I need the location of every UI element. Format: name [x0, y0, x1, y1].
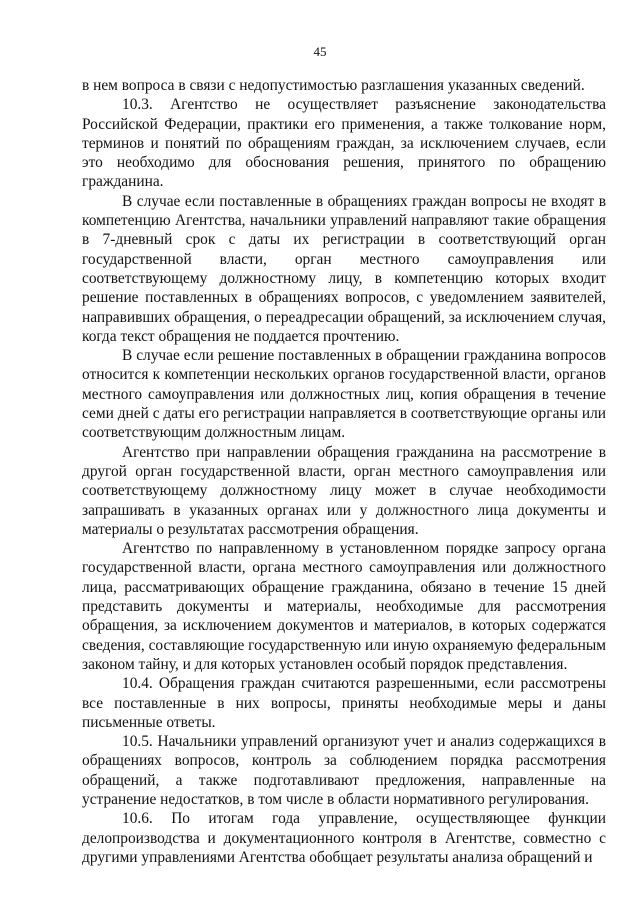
paragraph-request-documents: Агентство при направлении обращения гражданина на рассмотрение в другой орган государственной власти, орган местного самоуправления или соответствующему должностному лицу может в случае необходимости запрашивать в указанных органах или у должностного лица документы и материалы о результатах рассмотрения обращения. [82, 443, 606, 538]
paragraph-10-6: 10.6. По итогам года управление, осуществляющее функции делопроизводства и документационного контроля в Агентстве, совместно с другими управлениями Агентства обобщает результаты анализа обращений и [82, 810, 606, 866]
paragraph-provide-documents: Агентство по направленному в установленном порядке запросу органа государственной власти, органа местного самоуправления или должностного лица, рассматривающих обращение гражданина, обязано в течение 15 дней представить документы и материалы, необходимые для рассмотрения обращения, за исключением документов и материалов, в которых содержатся сведения, составляющие государственную или иную охраняемую федеральным законом тайну, и для которых установлен особый порядок представления. [82, 540, 606, 673]
paragraph-redirect-competence: В случае если поставленные в обращениях граждан вопросы не входят в компетенцию Агентства, начальники управлений направляют такие обращения в 7-дневный срок с даты их регистрации в соответствующий орган государственной власти, орган местного самоуправления или соответствующему должностному лицу, в компетенцию которых входит решение поставленных в обращениях вопросов, с уведомлением заявителей, направивших обращения, о переадресации обращений, за исключением случая, когда текст обращения не поддается прочтению. [82, 192, 606, 345]
paragraph-10-5: 10.5. Начальники управлений организуют учет и анализ содержащихся в обращениях вопросов, контроль за соблюдением порядка рассмотрения обращений, а также подготавливают предложения, направленные на устранение недостатков, в том числе в области нормативного регулирования. [82, 733, 606, 808]
document-body [82, 76, 606, 867]
paragraph-10-3: 10.3. Агентство не осуществляет разъяснение законодательства Российской Федерации, практики его применения, а также толкование норм, терминов и понятий по обращениям граждан, за исключением случаев, если это необходимо для обоснования решения, принятого по обращению гражданина. [82, 96, 606, 191]
paragraph-10-4: 10.4. Обращения граждан считаются разрешенными, если рассмотрены все поставленные в них вопросы, приняты необходимые меры и даны письменные ответы. [82, 675, 606, 731]
page-number: 45 [313, 44, 327, 59]
paragraph-continuation: в нем вопроса в связи с недопустимостью разглашения указанных сведений. [82, 77, 585, 94]
paragraph-multiple-bodies: В случае если решение поставленных в обращении гражданина вопросов относится к компетенции нескольких органов государственной власти, органов местного самоуправления или должностных лиц, копия обращения в течение семи дней с даты его регистрации направляется в соответствующие органы или соответствующим должностным лицам. [82, 347, 606, 442]
